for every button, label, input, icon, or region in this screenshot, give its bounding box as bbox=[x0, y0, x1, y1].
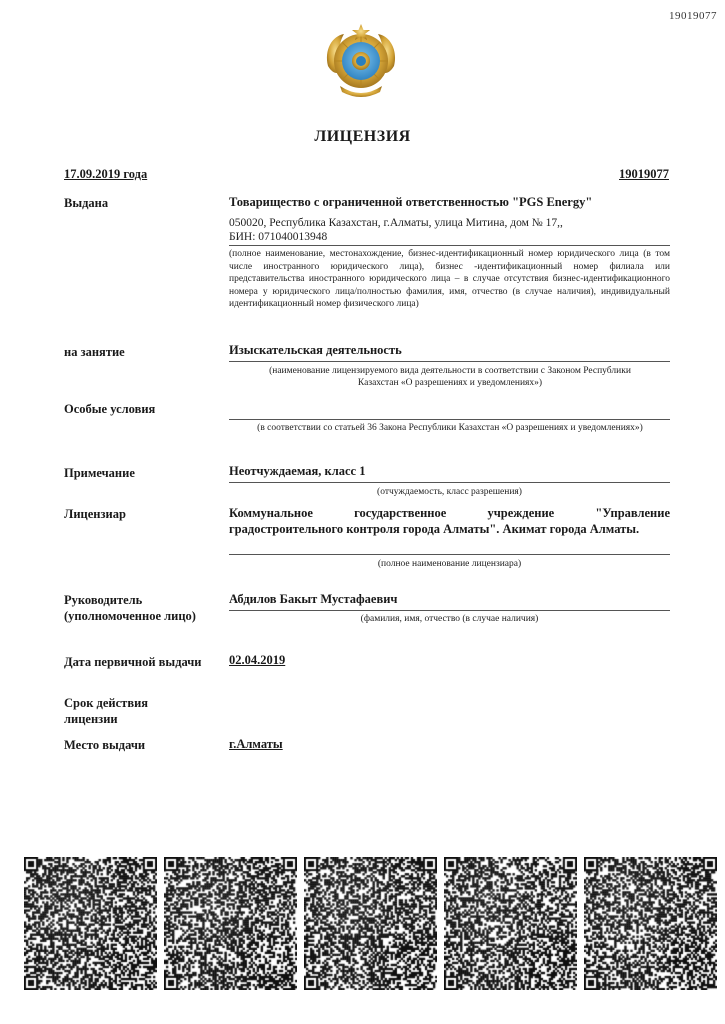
activity-value: Изыскательская деятельность bbox=[229, 343, 402, 357]
license-number: 19019077 bbox=[619, 167, 669, 181]
activity-underline bbox=[229, 361, 670, 362]
note-underline bbox=[229, 482, 670, 483]
qr-code bbox=[444, 857, 577, 990]
issued-to-label: Выдана bbox=[64, 196, 109, 210]
issued-to-name: Товарищество с ограниченной ответственностью "PGS Energy" bbox=[229, 195, 593, 209]
issued-to-address: 050020, Республика Казахстан, г.Алматы, улица Митина, дом № 17,, bbox=[229, 217, 563, 229]
qr-code bbox=[304, 857, 437, 990]
head-label: Руководитель (уполномоченное лицо) bbox=[64, 593, 196, 623]
note-label: Примечание bbox=[64, 466, 135, 480]
licensor-caption: (полное наименование лицензиара) bbox=[377, 559, 522, 569]
document-number-header: 19019077 bbox=[669, 10, 717, 22]
issued-to-underline bbox=[229, 245, 670, 246]
note-caption: (отчуждаемость, класс разрешения) bbox=[377, 487, 522, 497]
qr-code bbox=[24, 857, 157, 990]
first-issue-label: Дата первичной выдачи bbox=[64, 655, 202, 669]
issue-date: 17.09.2019 года bbox=[64, 167, 148, 181]
head-caption: (фамилия, имя, отчество (в случае наличия) bbox=[360, 614, 539, 624]
place-label: Место выдачи bbox=[64, 738, 146, 752]
activity-caption: (наименование лицензируемого вида деятельности в соответствии с Законом Республики Казахстан «О разрешениях и уведомлениях») bbox=[269, 366, 631, 388]
kazakhstan-emblem-icon bbox=[322, 22, 400, 100]
licensor-label: Лицензиар bbox=[64, 507, 126, 521]
qr-code bbox=[164, 857, 297, 990]
qr-code bbox=[584, 857, 717, 990]
special-conditions-caption: (в соответствии со статьей 36 Закона Республики Казахстан «О разрешениях и уведомлениях») bbox=[257, 423, 643, 433]
head-underline bbox=[229, 610, 670, 611]
head-value: Абдилов Бакыт Мустафаевич bbox=[229, 592, 398, 606]
activity-label: на занятие bbox=[64, 345, 125, 359]
first-issue-value: 02.04.2019 bbox=[229, 653, 286, 667]
licensor-underline bbox=[229, 554, 670, 555]
note-value: Неотчуждаемая, класс 1 bbox=[229, 464, 366, 478]
special-conditions-label: Особые условия bbox=[64, 402, 156, 416]
place-value: г.Алматы bbox=[229, 737, 283, 751]
issued-to-caption: (полное наименование, местонахождение, бизнес-идентификационный номер юридического лица (в том числе иностранного юридического лица), бизнес -идентификационный номер филиала или представительства иностранного юридического лица – в случае отсутствия бизнес-идентификационного номера у юридического лица/полностью фамилия, имя, отчество (в случае наличия), индивидуальный идентификационный номер физического лица) bbox=[229, 249, 670, 309]
validity-label: Срок действия лицензии bbox=[64, 696, 149, 726]
page-title: ЛИЦЕНЗИЯ bbox=[314, 128, 411, 145]
issued-to-bin: БИН: 071040013948 bbox=[229, 231, 328, 243]
licensor-value: Коммунальное государственное учреждение "Управление градостроительного контроля города Алматы". Акимат города Алматы. bbox=[229, 506, 670, 536]
special-conditions-underline bbox=[229, 419, 670, 420]
